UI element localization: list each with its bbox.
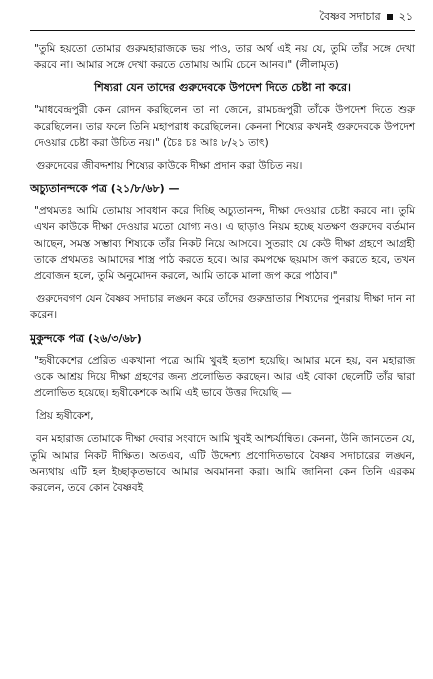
body-paragraph-8: বন মহারাজ তোমাকে দীক্ষা দেবার সংবাদে আমি খুবই আশ্চর্যান্বিত। কেননা, উনি জানতেন যে, তুমি আমার নিকট দীক্ষিত। অতএব, এটি উদ্দেশ্য প্রণোদিতভাবে বৈষ্ণব সদাচারের লঙ্ঘন, অন্যথায় এটি হল ইচ্ছাকৃতভাবে আমার অবমাননা করা। আমি জানিনা কেন তিনি এরকম করলেন, তবে কোন বৈষ্ণবই [30,433,415,495]
header-rule [30,30,415,31]
quote-paragraph-4: "প্রথমতঃ আমি তোমায় সাবধান করে দিচ্ছি অচ্যুতানন্দ, দীক্ষা দেওয়ার চেষ্টা করবে না। তুমি এখন কাউকে দীক্ষা দেওয়ার মতো যোগ্য নও। এ ছাড়াও নিয়ম হচ্ছে যতক্ষণ গুরুদেব বর্তমান আছেন, সমস্ত সম্ভাব্য শিষ্যকে তাঁর নিকট নিয়ে আসবে। সুতরাং যে কেউ দীক্ষা গ্রহণে আগ্রহী তাকে প্রথমতঃ আমাদের শাস্ত্র পাঠ করতে হবে। আর কমপক্ষে ছয়মাস জপ করতে হবে, তখন প্রবোজন হলে, তুমি অনুমোদন করলে, আমি তাকে মালা জপ করে পাঠাব।" [34,205,415,283]
section-heading-1: শিষ্যরা যেন তাদের গুরুদেবকে উপদেশ দিতে চেষ্টা না করে। [94,81,351,95]
running-header [30,6,415,28]
quote-paragraph-1: "তুমি হয়তো তোমার গুরুমহারাজকে ভয় পাও, তার অর্থ এই নয় যে, তুমি তাঁর সঙ্গে দেখা করবে না। আমার সঙ্গে দেখা করতে তোমায় আমি চেনে আনব।" (লীলামৃত) [34,43,415,72]
page-number: ২১ [398,9,413,23]
quote-paragraph-2: "মাধবেন্দ্রপুরী কেন রোদন করছিলেন তা না জেনে, রামচন্দ্রপুরী তাঁকে উপদেশ দিতে শুরু করেছিলেন। তার ফলে তিনি মহাপরাধ করেছিলেন। কেননা শিষ্যের কখনই গুরুদেবকে উপদেশ দেওয়ার চেষ্টা করা উচিত নয়।" (চৈঃ চঃ আঃ ৮/২১ তাৎ) [34,104,415,149]
body-paragraph-5: গুরুদেবগণ যেন বৈষ্ণব সদাচার লঙ্ঘন করে তাঁদের গুরুভ্রাতার শিষ্যদের পুনরায় দীক্ষা দান না করেন। [30,293,415,322]
section-heading-2: অচ্যুতানন্দকে পত্র (২১/৮/৬৮) — [30,182,180,196]
body-paragraph-3: গুরুদেবের জীবদ্দশায় শিষ্যের কাউকে দীক্ষা প্রদান করা উচিত নয়। [36,160,303,173]
section-heading-3: মুকুন্দকে পত্র (২৬/৩/৬৮) [30,331,142,345]
header-bullet [387,14,393,20]
quote-paragraph-6: "হৃষীকেশের প্রেরিত একখানা পত্রে আমি খুবই হতাশ হয়েছি। আমার মনে হয়, বন মহারাজ ওকে আশ্রয় দিয়ে দীক্ষা গ্রহণের জন্য প্রলোভিত করছেন। আর এই বোকা ছেলেটি তাঁর দ্বারা প্রলোভিত হয়েছে। হৃষীকেশকে আমি এই ভাবে উত্তর দিয়েছি — [34,354,415,400]
salutation: প্রিয় হৃষীকেশ, [36,410,94,423]
running-title: বৈষ্ণব সদাচার [319,9,381,23]
